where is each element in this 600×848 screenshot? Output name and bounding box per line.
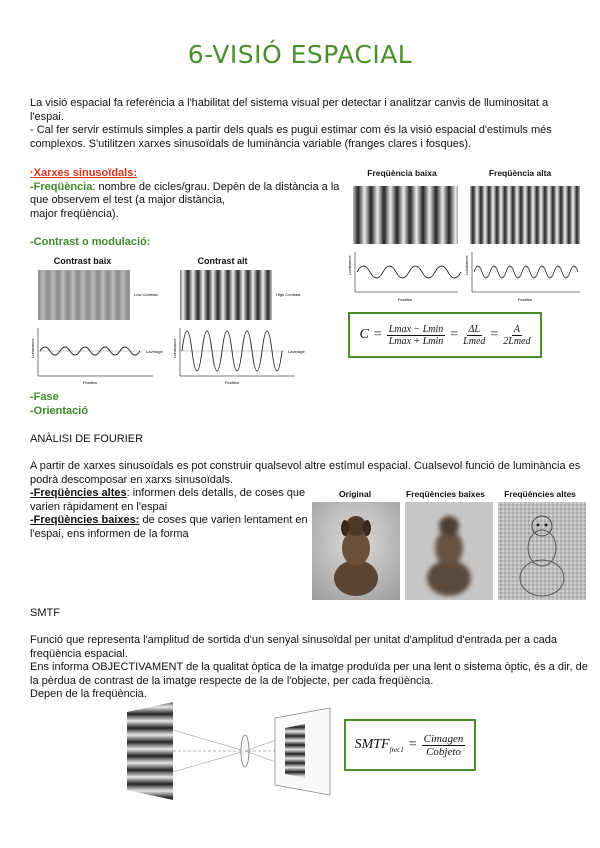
position-axis-label: Position [517,297,533,302]
low-contrast-tag: Low Contrast [134,292,158,297]
low-frequency-wave [357,266,461,278]
freq-baixes-label: Freqüències baixes [406,489,485,499]
altes-label: -Freqüències altes [30,487,127,499]
formula-fraction-3: A 2Lmed [503,323,531,347]
smtf-fraction: Cimagen Cobjeto [423,732,464,758]
smtf-heading: SMTF [30,607,60,619]
high-frequency-dog-image [498,502,586,600]
orientacio-label: -Orientació [30,405,89,417]
fase-label: -Fase [30,391,59,403]
fourier-paragraph: A partir de xarxes sinusoïdals es pot construir qualsevol altre estímul espacial. Cualsevol funció de luminància es podrà descomposar en xarxs sinusoïdals. [30,460,581,486]
low-frequency-dog-image [405,502,493,600]
formula-eq: = [450,327,459,342]
fourier-heading: ANÀLISI DE FOURIER [30,433,144,445]
contrast-alt-label: Contrast alt [197,256,248,266]
original-dog-image [312,502,400,600]
fourier-altes [30,487,310,514]
low-frequency-grating [353,186,458,244]
freq-altes-label: Freqüències altes [504,489,576,499]
position-axis-label: Position [224,380,240,385]
intro-paragraph-1: La visió espacial fa referència a l'habilitat del sistema visual per detectar i analitzar canvis de lluminositat a l'espai. [30,97,549,123]
fourier-baixes [30,514,310,541]
freq-text: : nombre de cicles/grau. Depèn de la distància a la que observem el test (a major distància, [30,180,340,206]
altes-text: : informen dels detalls, de coses que varien ràpidament en l'espai [30,487,306,513]
high-frequency-grating [470,186,580,244]
contrast-formula [348,312,542,358]
contrast-baix-label: Contrast baix [53,256,112,266]
freq-text-2: major freqüència). [30,207,119,220]
position-axis-label: Position [397,297,413,302]
xarxes-block [30,167,350,221]
formula-fraction-2: ΔL Lmed [463,323,486,347]
formula-eq: = [490,327,499,342]
smtf-paragraph-2: Ens informa OBJECTIVAMENT de la qualitat òptica de la imatge produïda per una lent o sistema òptic, és a dir, de la pèrdua de contrast de la imatge respecte de la de l'objecte, per cada freqüència. [30,661,588,687]
luminance-axis-label: Luminance [464,255,469,275]
fourier-images [312,500,587,602]
original-label: Original [338,489,372,499]
freq-label: -Freqüència [30,180,93,193]
frequency-figure [345,180,585,305]
smtf-diagram [125,700,345,805]
formula-fraction-1: Lmax − Lmin Lmax + Lmin [388,323,444,347]
luminance-axis-label: Luminance [30,338,35,358]
luminance-axis-label: Luminance [172,338,177,358]
freq-alta-label: Freqüència alta [488,168,552,178]
baixes-label: -Freqüències baixes: [30,514,140,526]
freq-baixa-label: Freqüència baixa [367,168,437,178]
page-title: 6-VISIÓ ESPACIAL [187,40,413,69]
smtf-eq: = [408,737,417,752]
image-grating [285,724,305,778]
luminance-axis-label: Luminance [347,255,352,275]
baixes-text: de coses que varien lentament en l'espai, ens informen de la forma [30,514,308,540]
high-contrast-grating [180,270,272,320]
formula-eq: = [373,327,382,342]
smtf-paragraph-3: Depen de la freqüència. [30,688,147,700]
intro-paragraph-2: - Cal fer servir estímuls simples a partir dels quals es pugui estimar com és la visió espacial d'estímuls més complexos. S'utilitzen xarxes sinusoïdals de luminància variable (franges clares i fosques). [30,124,552,150]
l-average-label: Laverage [146,349,163,354]
xarxes-heading: ·Xarxes sinusoïdals: [30,167,137,179]
contrast-figure [28,266,328,391]
smtf-paragraph-1: Funció que representa l'amplitud de sortida d'un senyal sinusoïdal per unitat d'amplitud d'entrada per a cada freqüència espacial. [30,634,557,660]
contrast-label: -Contrast o modulació: [30,236,151,248]
object-grating [127,702,173,800]
high-frequency-wave [474,266,578,278]
low-contrast-grating [38,270,130,320]
high-contrast-tag: High Contrast [276,292,301,297]
smtf-lhs: $SMTF_{frec1}$ [354,736,404,754]
position-axis-label: Position [82,380,98,385]
smtf-formula [344,719,476,771]
formula-c: C [359,327,369,342]
l-average-label: Laverage [288,349,305,354]
